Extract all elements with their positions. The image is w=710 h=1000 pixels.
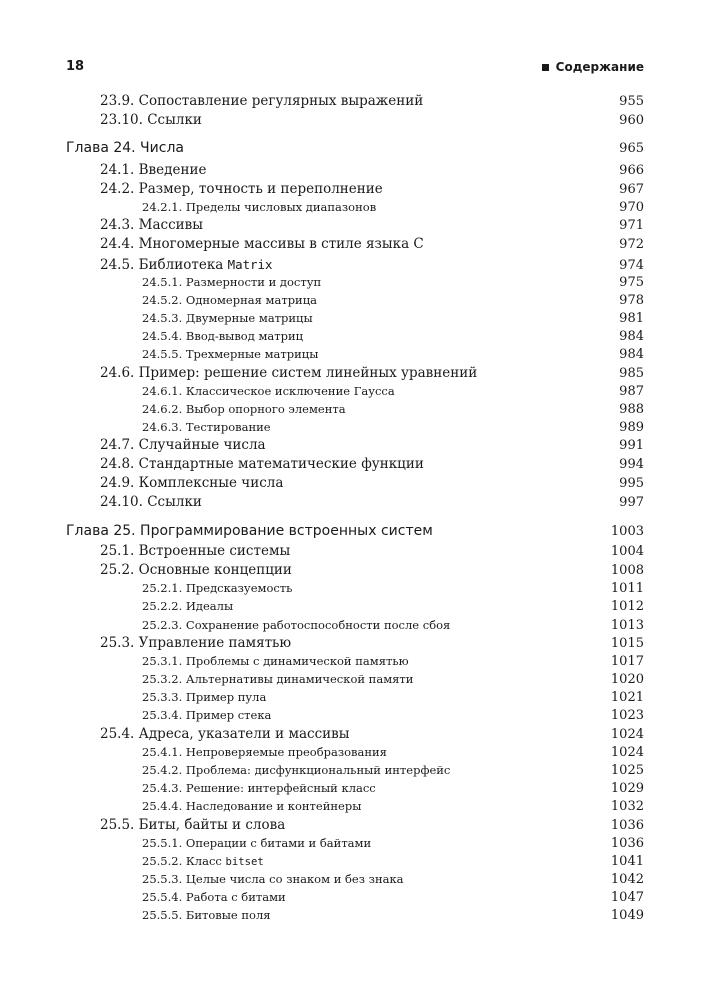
toc-entry-title: [0, 327, 619, 345]
toc-entry-title-text: 25.2.3. Сохранение работоспособности после сбоя: [142, 618, 451, 632]
toc-entry-title: [0, 216, 619, 234]
toc-entry-title-text: 24.5. Библиотека: [100, 257, 228, 273]
toc-entry-title: [0, 291, 619, 309]
toc-entry-title-text: 25.4.2. Проблема: дисфункциональный интерфейс: [142, 763, 451, 777]
toc-entry-title-text: 25.2. Основные концепции: [100, 562, 292, 578]
toc-entry-title: [0, 382, 619, 400]
toc-entry-title: [0, 652, 611, 670]
toc-section-entry: [0, 474, 710, 492]
toc-entry-page-number: 991: [619, 438, 644, 453]
toc-subsection-entry: [0, 327, 710, 345]
toc-entry-title-text: 24.8. Стандартные математические функции: [100, 456, 424, 472]
toc-entry-title-text: 25.3.3. Пример пула: [142, 690, 267, 704]
toc-entry-page-number: 997: [619, 495, 644, 510]
toc-entry-title-text: 24.6. Пример: решение систем линейных уравнений: [100, 365, 478, 381]
toc-entry-title: [0, 542, 611, 560]
toc-entry-page-number: 1029: [610, 781, 644, 796]
toc-entry-title-text: 23.9. Сопоставление регулярных выражений: [100, 93, 424, 109]
toc-entry-title-text: Глава 24. Числа: [66, 140, 184, 156]
toc-entry-title-text: 25.2.2. Идеалы: [142, 599, 234, 613]
toc-entry-title: [0, 706, 611, 724]
toc-entry-page-number: 1017: [610, 654, 644, 669]
toc-entry-title: [0, 256, 619, 274]
toc-entry-title: [0, 400, 619, 418]
toc-entry-page-number: 1036: [610, 818, 644, 833]
toc-entry-page-number: 1008: [610, 563, 644, 578]
toc-entry-page-number: 994: [619, 457, 644, 472]
toc-entry-title: [0, 309, 619, 327]
toc-entry-title: [0, 834, 611, 852]
toc-section-entry: [0, 111, 710, 129]
toc-entry-title-text: 24.4. Многомерные массивы в стиле языка C: [100, 236, 424, 252]
page-number: 18: [66, 59, 85, 74]
toc-entry-title: [0, 597, 611, 615]
toc-entry-title-text: 24.5.2. Одномерная матрица: [142, 293, 317, 307]
toc-entry-title-text: Глава 25. Программирование встроенных систем: [66, 523, 433, 539]
toc-entry-title: [0, 906, 611, 924]
toc-entry-title: [0, 111, 619, 129]
toc-entry-title-text: 25.4. Адреса, указатели и массивы: [100, 726, 350, 742]
toc-entry-page-number: 1023: [610, 708, 644, 723]
toc-subsection-entry: [0, 400, 710, 418]
toc-entry-title-text: 24.2.1. Пределы числовых диапазонов: [142, 200, 377, 214]
toc-entry-title: [0, 743, 611, 761]
toc-entry-title-text: 25.2.1. Предсказуемость: [142, 581, 293, 595]
toc-entry-page-number: 1049: [610, 908, 644, 923]
toc-entry-page-number: 988: [619, 402, 644, 417]
toc-entry-page-number: 965: [619, 141, 644, 156]
toc-chapter-entry: [0, 139, 710, 157]
toc-entry-title: [0, 418, 619, 436]
running-header-title: Содержание: [555, 60, 644, 74]
toc-subsection-entry: [0, 418, 710, 436]
toc-subsection-entry: [0, 743, 710, 761]
toc-subsection-entry: [0, 706, 710, 724]
toc-entry-page-number: 1047: [610, 890, 644, 905]
toc-entry-page-number: 1021: [610, 690, 644, 705]
toc-entry-title-text: 24.10. Ссылки: [100, 494, 202, 510]
toc-entry-page-number: 974: [619, 258, 644, 273]
toc-entry-title: [0, 888, 611, 906]
toc-entry-page-number: 1011: [610, 581, 644, 596]
toc-subsection-entry: [0, 852, 710, 870]
toc-section-entry: [0, 161, 710, 179]
toc-entry-page-number: 966: [619, 163, 644, 178]
toc-subsection-entry: [0, 616, 710, 634]
toc-entry-title: [0, 725, 611, 743]
toc-entry-page-number: 967: [619, 182, 644, 197]
toc-entry-page-number: 1032: [610, 799, 644, 814]
toc-entry-title-text: 24.6.1. Классическое исключение Гаусса: [142, 384, 395, 398]
toc-entry-title-text: 24.5.1. Размерности и доступ: [142, 275, 322, 289]
toc-subsection-entry: [0, 888, 710, 906]
toc-entry-title-text: 24.5.3. Двумерные матрицы: [142, 311, 313, 325]
toc-entry-title: [0, 474, 619, 492]
toc-entry-title-text: 25.4.1. Непроверяемые преобразования: [142, 745, 387, 759]
toc-section-entry: [0, 235, 710, 253]
toc-subsection-entry: [0, 579, 710, 597]
toc-entry-page-number: 978: [619, 293, 644, 308]
toc-entry-page-number: 1042: [610, 872, 644, 887]
toc-entry-page-number: 1004: [610, 544, 644, 559]
toc-entry-title: [0, 634, 611, 652]
toc-subsection-entry: [0, 779, 710, 797]
toc-entry-title: [0, 616, 611, 634]
toc-entry-title-text: 25.5. Биты, байты и слова: [100, 817, 286, 833]
toc-entry-title: [0, 852, 611, 871]
toc-entry-title-text: 24.2. Размер, точность и переполнение: [100, 181, 383, 197]
toc-entry-title-text: 25.4.4. Наследование и контейнеры: [142, 799, 362, 813]
toc-subsection-entry: [0, 382, 710, 400]
toc-entry-code: Matrix: [227, 257, 273, 272]
toc-entry-title-text: 24.3. Массивы: [100, 217, 203, 233]
toc-entry-title-text: 24.7. Случайные числа: [100, 437, 266, 453]
toc-section-entry: [0, 542, 710, 560]
toc-chapter-entry: [0, 522, 710, 540]
toc-section-entry: [0, 216, 710, 234]
toc-section-entry: [0, 725, 710, 743]
toc-entry-page-number: 1036: [610, 836, 644, 851]
toc-entry-page-number: 985: [619, 366, 644, 381]
toc-entry-title-text: 24.5.4. Ввод-вывод матриц: [142, 329, 304, 343]
toc-entry-title: [0, 579, 611, 597]
toc-entry-title-text: 25.5.3. Целые числа со знаком и без знака: [142, 872, 404, 886]
toc-entry-title-text: 25.3.4. Пример стека: [142, 708, 272, 722]
toc-entry-title-text: 25.5.1. Операции с битами и байтами: [142, 836, 372, 850]
toc-section-entry: [0, 455, 710, 473]
toc-entry-title: [0, 92, 619, 110]
toc-entry-title-text: 25.5.2. Класс: [142, 854, 226, 868]
toc-entry-title: [0, 198, 619, 216]
toc-entry-page-number: 1013: [610, 618, 644, 633]
toc-entry-title: [0, 797, 611, 815]
toc-entry-page-number: 1041: [610, 854, 644, 869]
toc-entry-title-text: 25.1. Встроенные системы: [100, 543, 291, 559]
toc-entry-page-number: 975: [619, 275, 644, 290]
toc-entry-title: [0, 688, 611, 706]
toc-entry-title-text: 24.9. Комплексные числа: [100, 475, 284, 491]
toc-entry-page-number: 1015: [610, 636, 644, 651]
toc-entry-page-number: 1024: [610, 727, 644, 742]
toc-entry-page-number: 1020: [610, 672, 644, 687]
toc-entry-title: [0, 870, 611, 888]
toc-entry-title: [0, 345, 619, 363]
toc-entry-page-number: 1012: [610, 599, 644, 614]
toc-entry-title: [0, 493, 619, 511]
toc-entry-title-text: 25.3.1. Проблемы с динамической памятью: [142, 654, 409, 668]
toc-entry-page-number: 955: [619, 94, 644, 109]
toc-entry-title-text: 24.6.3. Тестирование: [142, 420, 271, 434]
toc-section-entry: [0, 180, 710, 198]
toc-section-entry: [0, 561, 710, 579]
toc-entry-title-text: 24.5.5. Трехмерные матрицы: [142, 347, 319, 361]
toc-entry-title-text: 25.5.4. Работа с битами: [142, 890, 286, 904]
toc-subsection-entry: [0, 273, 710, 291]
toc-entry-title-text: 24.6.2. Выбор опорного элемента: [142, 402, 346, 416]
toc-entry-title: [0, 670, 611, 688]
toc-entry-title-text: 25.3.2. Альтернативы динамической памяти: [142, 672, 414, 686]
toc-entry-page-number: 981: [619, 311, 644, 326]
toc-entry-title-text: 25.4.3. Решение: интерфейсный класс: [142, 781, 376, 795]
toc-entry-title: [0, 273, 619, 291]
toc-subsection-entry: [0, 597, 710, 615]
toc-entry-page-number: 1025: [610, 763, 644, 778]
toc-entry-code: bitset: [225, 856, 264, 868]
toc-subsection-entry: [0, 345, 710, 363]
toc-entry-page-number: 989: [619, 420, 644, 435]
toc-subsection-entry: [0, 670, 710, 688]
toc-entry-title-text: 24.1. Введение: [100, 162, 207, 178]
toc-entry-title: [0, 779, 611, 797]
toc-section-entry: [0, 493, 710, 511]
toc-entry-title: [0, 235, 619, 253]
toc-entry-page-number: 970: [619, 200, 644, 215]
toc-subsection-entry: [0, 870, 710, 888]
toc-section-entry: [0, 634, 710, 652]
toc-entry-page-number: 972: [619, 237, 644, 252]
toc-subsection-entry: [0, 291, 710, 309]
toc-entry-title: [0, 561, 611, 579]
toc-entry-page-number: 995: [619, 476, 644, 491]
toc-subsection-entry: [0, 906, 710, 924]
toc-entry-page-number: 1024: [610, 745, 644, 760]
toc-section-entry: [0, 92, 710, 110]
toc-entry-title: [0, 161, 619, 179]
toc-entry-title: [0, 455, 619, 473]
toc-subsection-entry: [0, 797, 710, 815]
toc-section-entry: [0, 256, 710, 274]
toc-entry-title: [0, 436, 619, 454]
toc-subsection-entry: [0, 761, 710, 779]
toc-entry-title-text: 25.5.5. Битовые поля: [142, 908, 271, 922]
toc-entry-title: [0, 364, 619, 382]
toc-entry-title: [0, 816, 611, 834]
toc-subsection-entry: [0, 198, 710, 216]
toc-subsection-entry: [0, 309, 710, 327]
toc-entry-page-number: 971: [619, 218, 644, 233]
toc-entry-page-number: 987: [619, 384, 644, 399]
toc-entry-page-number: 984: [619, 329, 644, 344]
toc-entry-title: [0, 180, 619, 198]
toc-subsection-entry: [0, 688, 710, 706]
toc-subsection-entry: [0, 834, 710, 852]
toc-entry-page-number: 984: [619, 347, 644, 362]
toc-entry-title-text: 23.10. Ссылки: [100, 112, 202, 128]
toc-entry-title: [0, 522, 611, 540]
toc-entry-title-text: 25.3. Управление памятью: [100, 635, 292, 651]
toc-section-entry: [0, 816, 710, 834]
toc-entry-title: [0, 761, 611, 779]
toc-section-entry: [0, 436, 710, 454]
toc-entry-page-number: 960: [619, 113, 644, 128]
toc-entry-page-number: 1003: [610, 524, 644, 539]
toc-entry-title: [0, 139, 619, 157]
toc-section-entry: [0, 364, 710, 382]
toc-subsection-entry: [0, 652, 710, 670]
